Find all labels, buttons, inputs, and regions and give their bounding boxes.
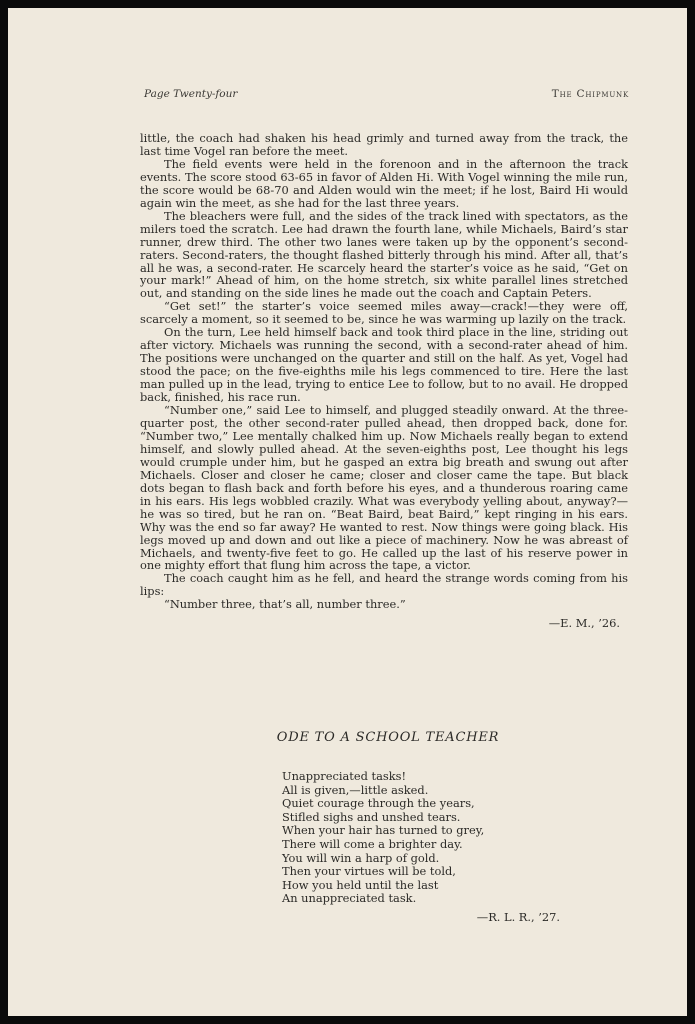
poem-line: All is given,—little asked. xyxy=(282,782,429,797)
poem-signature: —R. L. R., ’27. xyxy=(476,910,560,924)
poem-title: ODE TO A SCHOOL TEACHER xyxy=(276,730,500,745)
story-body xyxy=(140,132,628,630)
poem-line: Unappreciated tasks! xyxy=(282,769,407,783)
page-number-label: Page Twenty-four xyxy=(144,88,238,100)
poem-line: When your hair has turned to grey, xyxy=(282,823,485,838)
story-paragraph: little, the coach had shaken his head grimly and turned away from the track, the last time Vogel ran before the meet. xyxy=(140,131,628,158)
story-paragraph: “Get set!” the starter’s voice seemed miles away—crack!—they were off, scarcely a moment, so it seemed to be, since he was warming up lazily on the track. xyxy=(140,299,628,327)
story-paragraph: The field events were held in the forenoon and in the afternoon the track events. The score stood 63-65 in favor of Alden Hi. With Vogel winning the mile run, the score would be 68-70 and Alden would win the meet; if he lost, Baird Hi would again win the meet, as she had for the last three years. xyxy=(140,156,628,210)
story-paragraph: The coach caught him as he fell, and heard the strange words coming from his lips: xyxy=(140,571,628,599)
poem-line: There will come a brighter day. xyxy=(282,836,463,851)
poem-line: Then your virtues will be told, xyxy=(282,864,456,879)
poem-line: Quiet courage through the years, xyxy=(282,796,475,811)
story-paragraph: “Number three, that’s all, number three.” xyxy=(164,597,406,612)
poem-line: You will win a harp of gold. xyxy=(282,850,440,865)
poem-line: How you held until the last xyxy=(282,877,439,892)
story-paragraph: “Number one,” said Lee to himself, and plugged steadily onward. At the three-quarter post, the other second-rater pulled ahead, then dropped back, done for. “Number two,” Lee mentally chalked him up. Now Michaels really began to extend himself, and slowly pulled ahead. At the seven-eighths post, Lee thought his legs would crumple under him, but he gasped an extra big breath and swung out after Michaels. Closer and closer he came; closer and closer came the tape. But black dots began to flash back and forth before his eyes, and a thunderous roaring came in his ears. His legs wobbled crazily. What was everybody yelling about, anyway?—he was so tired, but he ran on. “Beat Baird, beat Baird,” kept ringing in his ears. Why was the end so far away? He wanted to rest. Now things were going black. His legs moved up and down and out like a piece of machinery. Now he was abreast of Michaels, and twenty-five feet to go. He called up the last of his reserve power in one mighty effort that flung him across the tape, a victor. xyxy=(140,403,628,573)
story-signature: —E. M., ’26. xyxy=(548,616,620,631)
story-paragraph: On the turn, Lee held himself back and took third place in the line, striding out after victory. Michaels was running the second, with a second-rater ahead of him. The positions were unchanged on the quarter and still on the half. As yet, Vogel had stood the pace; on the five-eighths mile his legs commenced to tire. Here the last man pulled up in the lead, trying to entice Lee to follow, but to no avail. He dropped back, finished, his race run. xyxy=(140,325,628,405)
magazine-page xyxy=(8,8,687,1016)
magazine-title: The Chipmunk xyxy=(551,88,629,100)
poem-line: Stifled sighs and unshed tears. xyxy=(282,809,461,824)
poem-body xyxy=(282,770,582,906)
poem-line: An unappreciated task. xyxy=(282,891,417,906)
running-head xyxy=(144,88,629,102)
story-paragraph: The bleachers were full, and the sides of the track lined with spectators, as the milers toed the scratch. Lee had drawn the fourth lane, while Michaels, Baird’s star runner, drew third. The other two lanes were taken up by the opponent’s second-raters. Second-raters, the thought flashed bitterly through his mind. After all, that’s all he was, a second-rater. He scarcely heard the starter’s voice as he said, “Get on your mark!” Ahead of him, on the home stretch, six white parallel lines stretched out, and standing on the side lines he made out the coach and Captain Peters. xyxy=(140,208,628,301)
